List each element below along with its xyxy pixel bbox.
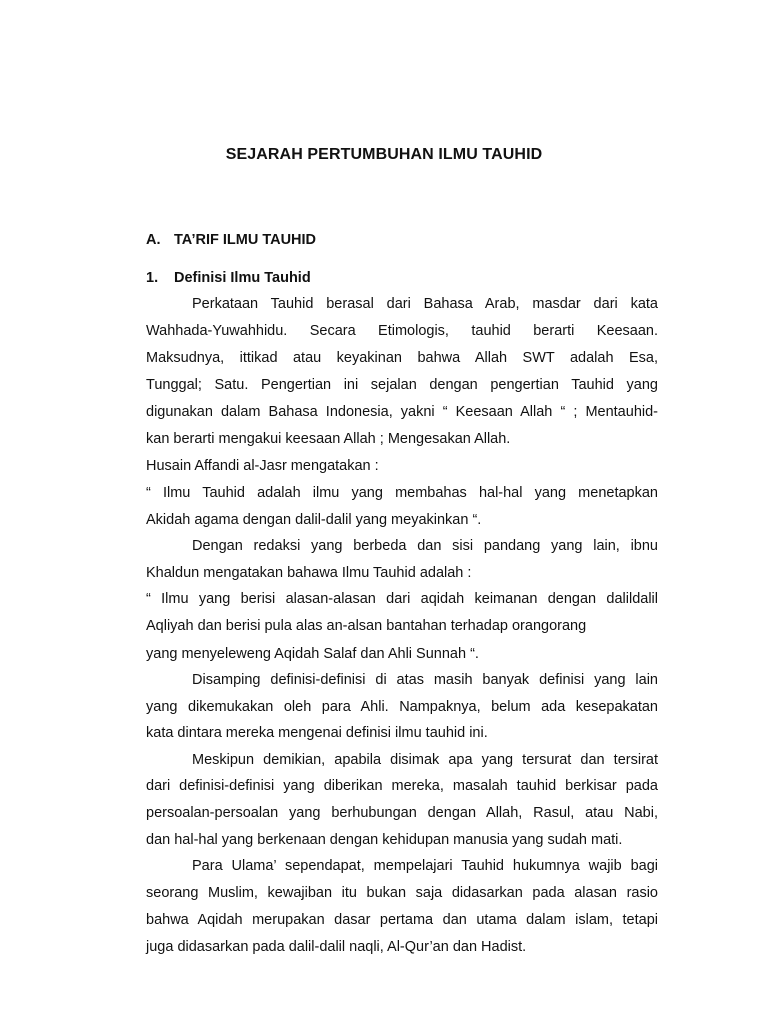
body-line: digunakan dalam Bahasa Indonesia, yakni “ Keesaan Allah “ ; Mentauhid-	[146, 404, 658, 420]
section-heading	[146, 232, 316, 248]
body-line: persoalan-persoalan yang berhubungan dengan Allah, Rasul, atau Nabi,	[146, 805, 658, 821]
subsection-label: Definisi Ilmu Tauhid	[174, 270, 311, 286]
body-line: Para Ulama’ sependapat, mempelajari Tauhid hukumnya wajib bagi	[192, 858, 658, 874]
body-line: Meskipun demikian, apabila disimak apa yang tersurat dan tersirat	[192, 752, 658, 768]
body-line: bahwa Aqidah merupakan dasar pertama dan utama dalam islam, tetapi	[146, 912, 658, 928]
body-line: Perkataan Tauhid berasal dari Bahasa Arab, masdar dari kata	[192, 296, 658, 312]
section-label: TA’RIF ILMU TAUHID	[174, 232, 317, 248]
body-line: Khaldun mengatakan bahawa Ilmu Tauhid adalah :	[146, 565, 472, 581]
section-number: A.	[146, 232, 161, 248]
body-line: Tunggal; Satu. Pengertian ini sejalan dengan pengertian Tauhid yang	[146, 377, 658, 393]
quote-line: Akidah agama dengan dalil-dalil yang meyakinkan “.	[146, 512, 482, 528]
body-line: Wahhada-Yuwahhidu. Secara Etimologis, tauhid berarti Keesaan.	[146, 323, 658, 339]
body-line: juga didasarkan pada dalil-dalil naqli, Al-Qur’an dan Hadist.	[146, 939, 527, 955]
body-line: Husain Affandi al-Jasr mengatakan :	[146, 458, 379, 474]
body-line: Dengan redaksi yang berbeda dan sisi pandang yang lain, ibnu	[192, 538, 658, 554]
body-line: dan hal-hal yang berkenaan dengan kehidupan manusia yang sudah mati.	[146, 832, 623, 848]
page-title: SEJARAH PERTUMBUHAN ILMU TAUHID	[225, 146, 543, 163]
quote-line: “ Ilmu yang berisi alasan-alasan dari aqidah keimanan dengan dalildalil	[146, 591, 658, 607]
subsection-heading	[146, 270, 311, 286]
body-line: dari definisi-definisi yang diberikan mereka, masalah tauhid berkisar pada	[146, 778, 658, 794]
body-line: seorang Muslim, kewajiban itu bukan saja didasarkan pada alasan rasio	[146, 885, 658, 901]
body-line: kata dintara mereka mengenai definisi ilmu tauhid ini.	[146, 725, 488, 741]
body-line: yang dikemukakan oleh para Ahli. Nampaknya, belum ada kesepakatan	[146, 699, 658, 715]
quote-line: Aqliyah dan berisi pula alas an-alsan bantahan terhadap orangorang	[146, 618, 587, 634]
body-line: kan berarti mengakui keesaan Allah ; Mengesakan Allah.	[146, 431, 511, 447]
quote-line: yang menyeleweng Aqidah Salaf dan Ahli Sunnah “.	[146, 646, 479, 662]
subsection-number: 1.	[146, 270, 159, 286]
body-line: Disamping definisi-definisi di atas masih banyak definisi yang lain	[192, 672, 658, 688]
quote-line: “ Ilmu Tauhid adalah ilmu yang membahas hal-hal yang menetapkan	[146, 485, 658, 501]
body-line: Maksudnya, ittikad atau keyakinan bahwa Allah SWT adalah Esa,	[146, 350, 658, 366]
